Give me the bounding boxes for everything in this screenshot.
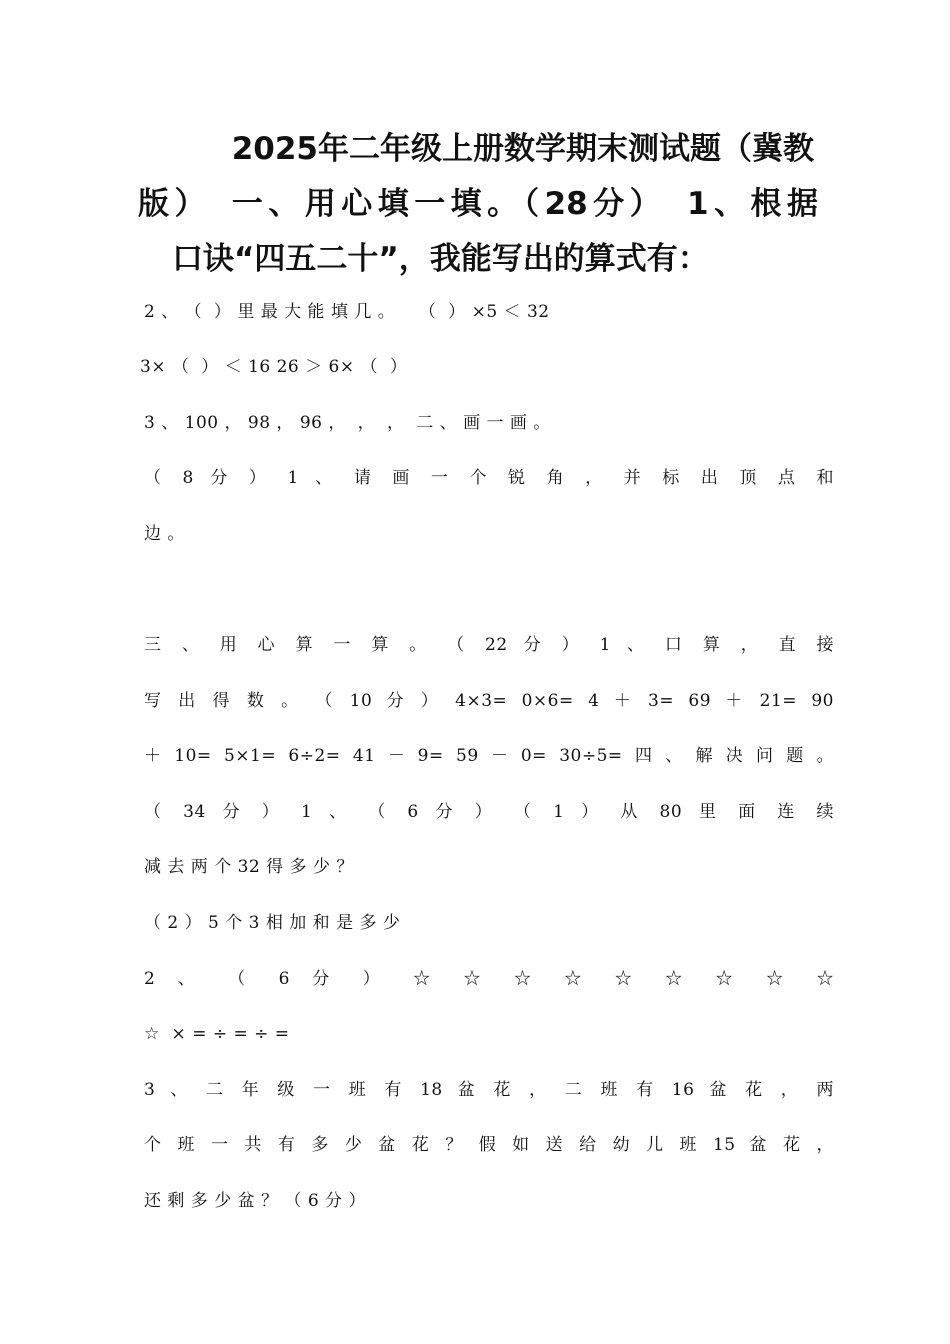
text-line-5: 边 。 bbox=[144, 524, 185, 544]
text-line-15: 个 班 一 共 有 多 少 盆 花 ？ 假 如 送 给 幼 儿 班 15 盆 花 ， bbox=[144, 1135, 834, 1155]
text-line-3: 3 、 100 ， 98 ， 96 ， ， ， 二 、 画 一 画 。 bbox=[144, 413, 551, 433]
text-line-8: ＋ 10= 5×1= 6÷2= 41 － 9= 59 － 0= 30÷5= 四 、 解 决 问 题 。 bbox=[144, 746, 834, 766]
text-line-11: （ 2 ） 5 个 3 相 加 和 是 多 少 bbox=[144, 913, 401, 933]
text-line-13: ☆ × = ÷ = ÷ = bbox=[144, 1024, 290, 1044]
text-line-10: 减 去 两 个 32 得 多 少 ？ bbox=[144, 857, 354, 877]
text-line-9: （ 34 分 ） 1 、 （ 6 分 ） （ 1 ） 从 80 里 面 连 续 bbox=[144, 802, 834, 822]
text-line-14: 3 、 二 年 级 一 班 有 18 盆 花 ， 二 班 有 16 盆 花 ， 两 bbox=[144, 1080, 834, 1100]
text-line-2: 3× （ ） ＜ 16 26 ＞ 6× （ ） bbox=[140, 357, 408, 377]
text-line-16: 还 剩 多 少 盆 ？ （ 6 分 ） bbox=[144, 1191, 366, 1211]
title-line-1: 2025年二年级上册数学期末测试题（冀教 bbox=[231, 131, 814, 167]
text-line-1: 2 、 （ ） 里 最 大 能 填 几 。 （ ） ×5 ＜ 32 bbox=[144, 302, 550, 322]
text-line-6: 三 、 用 心 算 一 算 。 （ 22 分 ） 1 、 口 算 ， 直 接 bbox=[144, 635, 834, 655]
text-line-7: 写 出 得 数 。 （ 10 分 ） 4×3= 0×6= 4 ＋ 3= 69 ＋ 21= 90 bbox=[144, 691, 834, 711]
text-line-4: （ 8 分 ） 1 、 请 画 一 个 锐 角 ， 并 标 出 顶 点 和 bbox=[144, 468, 834, 488]
title-line-2: 版） 一、用心填一填。（28分） 1、根据 bbox=[138, 186, 818, 222]
title-line-3: 口诀“四五二十”，我能写出的算式有： bbox=[172, 241, 709, 277]
text-line-12: 2 、 （ 6 分 ） ☆ ☆ ☆ ☆ ☆ ☆ ☆ ☆ ☆ bbox=[144, 969, 834, 989]
